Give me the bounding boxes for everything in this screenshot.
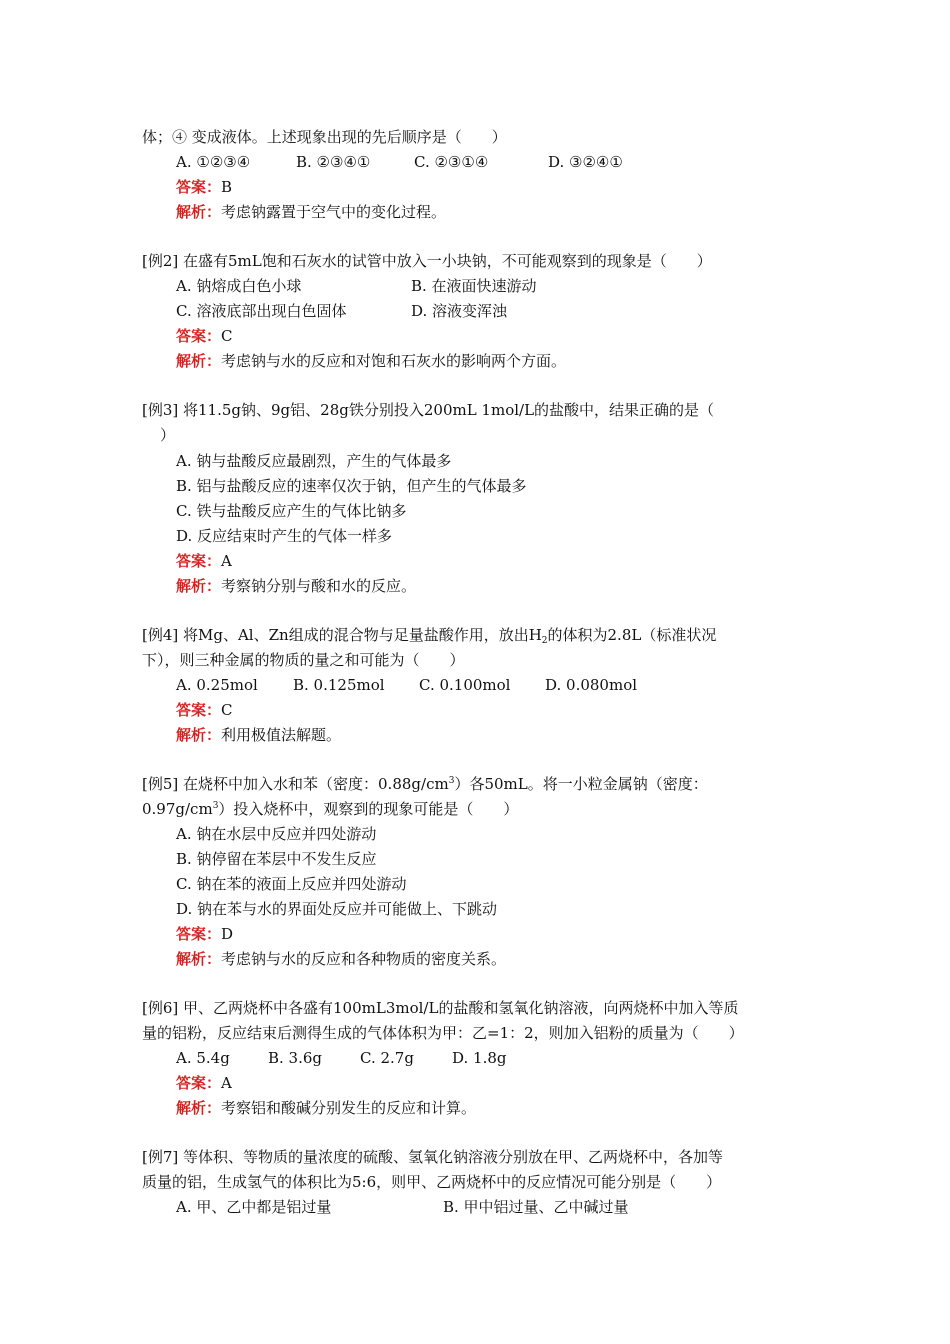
- answer-label: 答案：: [176, 701, 222, 719]
- option: A. 钠与盐酸反应最剧烈，产生的气体最多: [176, 452, 452, 470]
- option: C. ②③①④: [414, 153, 489, 171]
- option: B. 铝与盐酸反应的速率仅次于钠，但产生的气体最多: [176, 477, 527, 495]
- analysis-line: [176, 724, 341, 746]
- option: B. 0.125mol: [293, 676, 385, 694]
- analysis-line: [176, 350, 566, 372]
- analysis-label: 解析：: [176, 1099, 222, 1117]
- answer-line: [176, 176, 232, 198]
- answer-line: [176, 325, 233, 347]
- option: B. 甲中铝过量、乙中碱过量: [443, 1198, 629, 1216]
- option: C. 铁与盐酸反应产生的气体比钠多: [176, 502, 407, 520]
- option: D. 0.080mol: [545, 676, 638, 694]
- question-part: ）投入烧杯中，观察到的现象可能是（ ）: [218, 800, 519, 818]
- option: B. 在液面快速游动: [411, 277, 537, 295]
- option-row: [176, 1047, 507, 1069]
- analysis-text: 考察钠分别与酸和水的反应。: [221, 577, 417, 595]
- answer-value: D: [221, 925, 234, 943]
- question-text: [142, 624, 716, 646]
- analysis-text: 考察铝和酸碱分别发生的反应和计算。: [221, 1099, 477, 1117]
- option: A. 0.25mol: [176, 676, 258, 694]
- question-text-continued: 下），则三种金属的物质的量之和可能为（ ）: [142, 651, 465, 669]
- option: B. ②③④①: [296, 153, 371, 171]
- option: D. 钠在苯与水的界面处反应并可能做上、下跳动: [176, 900, 498, 918]
- option-row: [176, 1196, 629, 1218]
- superscript: 3: [448, 776, 455, 786]
- analysis-text: 考虑钠与水的反应和各种物质的密度关系。: [221, 950, 507, 968]
- analysis-line: [176, 575, 416, 597]
- question-text: [例3] 将11.5g钠、9g铝、28g铁分别投入200mL 1mol/L的盐酸中，结果正确的是（: [142, 401, 715, 419]
- option: B. 3.6g: [268, 1049, 323, 1067]
- answer-value: C: [221, 327, 233, 345]
- answer-value: C: [221, 701, 233, 719]
- analysis-label: 解析：: [176, 352, 222, 370]
- answer-label: 答案：: [176, 327, 222, 345]
- answer-line: [176, 699, 233, 721]
- question-part: ）各50mL。将一小粒金属钠（密度：: [454, 775, 708, 793]
- option: B. 钠停留在苯层中不发生反应: [176, 850, 377, 868]
- analysis-label: 解析：: [176, 203, 222, 221]
- question-text-continued: 质量的铝，生成氢气的体积比为5:6，则甲、乙两烧杯中的反应情况可能分别是（ ）: [142, 1173, 722, 1191]
- question-text: [例6] 甲、乙两烧杯中各盛有100mL3mol/L的盐酸和氢氧化钠溶液，向两烧杯中加入等质: [142, 999, 739, 1017]
- option: A. 5.4g: [176, 1049, 230, 1067]
- question-text-continued: 量的铝粉，反应结束后测得生成的气体体积为甲：乙=1：2，则加入铝粉的质量为（ ）: [142, 1024, 744, 1042]
- option: C. 钠在苯的液面上反应并四处游动: [176, 875, 407, 893]
- option: D. 溶液变浑浊: [411, 302, 508, 320]
- question-part: 的体积为2.8L（标准状况: [547, 626, 717, 644]
- question-part: [例4] 将Mg、Al、Zn组成的混合物与足量盐酸作用，放出H: [142, 626, 542, 644]
- option: A. ①②③④: [176, 153, 251, 171]
- analysis-line: [176, 1097, 476, 1119]
- answer-value: B: [221, 178, 233, 196]
- answer-label: 答案：: [176, 925, 222, 943]
- answer-value: A: [221, 552, 232, 570]
- answer-label: 答案：: [176, 552, 222, 570]
- option-row: [176, 674, 637, 696]
- answer-line: [176, 550, 232, 572]
- option: D. 反应结束时产生的气体一样多: [176, 527, 393, 545]
- option: D. 1.8g: [452, 1049, 507, 1067]
- question-text: [142, 773, 708, 795]
- superscript: 3: [212, 801, 219, 811]
- option: C. 2.7g: [360, 1049, 414, 1067]
- analysis-label: 解析：: [176, 577, 222, 595]
- analysis-line: [176, 201, 446, 223]
- question-tail: 体；④ 变成液体。上述现象出现的先后顺序是（ ）: [142, 128, 507, 146]
- answer-label: 答案：: [176, 178, 222, 196]
- question-text: [例7] 等体积、等物质的量浓度的硫酸、氢氧化钠溶液分别放在甲、乙两烧杯中，各加等: [142, 1148, 724, 1166]
- option-row: [176, 275, 537, 297]
- analysis-label: 解析：: [176, 950, 222, 968]
- option: D. ③②④①: [548, 153, 623, 171]
- subscript: 2: [541, 636, 548, 646]
- answer-line: [176, 923, 233, 945]
- option: A. 甲、乙中都是铝过量: [176, 1198, 332, 1216]
- option: C. 溶液底部出现白色固体: [176, 302, 347, 320]
- option: A. 钠熔成白色小球: [176, 277, 302, 295]
- answer-line: [176, 1072, 232, 1094]
- answer-label: 答案：: [176, 1074, 222, 1092]
- option: A. 钠在水层中反应并四处游动: [176, 825, 377, 843]
- question-text-continued: [142, 798, 518, 820]
- analysis-line: [176, 948, 506, 970]
- analysis-text: 考虑钠与水的反应和对饱和石灰水的影响两个方面。: [221, 352, 567, 370]
- option-row: [176, 151, 623, 173]
- question-part: 0.97g/cm: [142, 800, 213, 818]
- option-row: [176, 300, 507, 322]
- question-text: [例2] 在盛有5mL饱和石灰水的试管中放入一小块钠，不可能观察到的现象是（ ）: [142, 252, 712, 270]
- question-text-continued: ）: [160, 426, 176, 444]
- analysis-label: 解析：: [176, 726, 222, 744]
- analysis-text: 利用极值法解题。: [221, 726, 342, 744]
- question-part: [例5] 在烧杯中加入水和苯（密度：0.88g/cm: [142, 775, 449, 793]
- analysis-text: 考虑钠露置于空气中的变化过程。: [221, 203, 447, 221]
- option: C. 0.100mol: [419, 676, 511, 694]
- answer-value: A: [221, 1074, 232, 1092]
